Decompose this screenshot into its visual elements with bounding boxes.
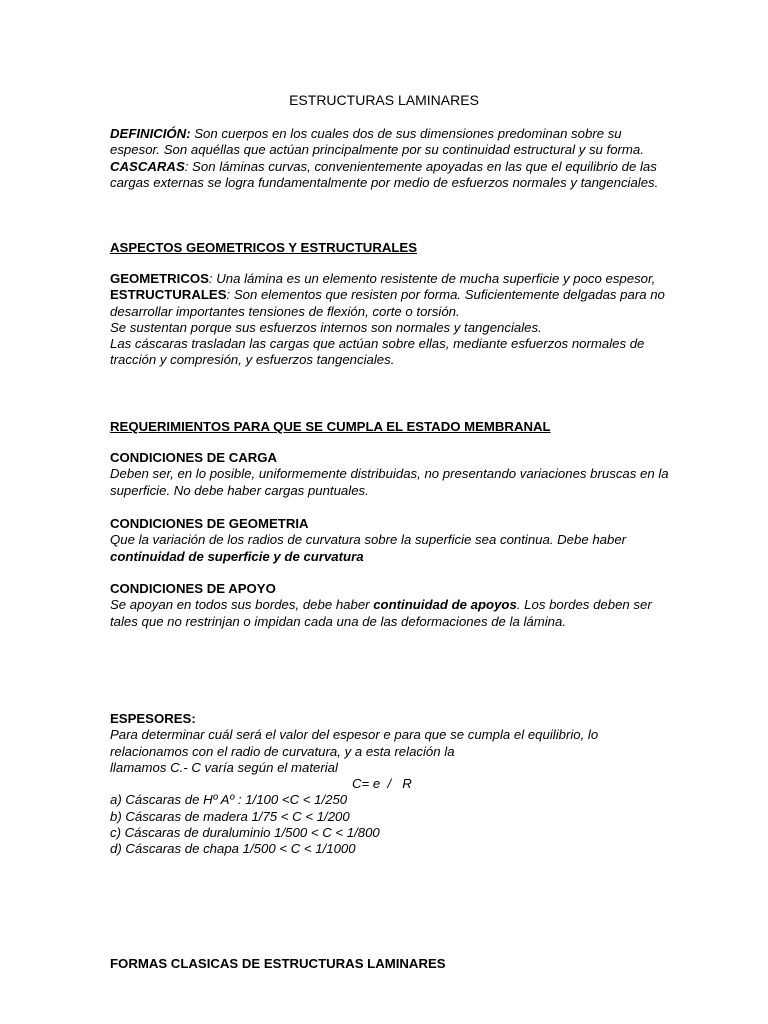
formas-section — [110, 956, 670, 972]
aspectos-body — [110, 271, 670, 369]
espesores-line-2: relacionamos con el radio de curvatura, y a esta relación la — [110, 743, 455, 759]
espesores-heading: ESPESORES: — [110, 711, 196, 726]
cascaras-label: CASCARAS — [110, 158, 185, 174]
sustentan-line: Se sustentan porque sus esfuerzos internos son normales y tangenciales. — [110, 319, 542, 335]
formas-heading: FORMAS CLASICAS DE ESTRUCTURAS LAMINARES — [110, 956, 446, 971]
espesores-formula: C= e / R — [352, 776, 412, 792]
espesores-section — [110, 711, 670, 858]
aspectos-heading: ASPECTOS GEOMETRICOS Y ESTRUCTURALES — [110, 240, 418, 255]
document-title: ESTRUCTURAS LAMINARES — [289, 92, 479, 108]
definicion-paragraph — [110, 126, 670, 159]
apoyo-section — [110, 581, 670, 630]
geometria-section — [110, 516, 670, 565]
apoyo-paragraph — [110, 597, 670, 630]
carga-section — [110, 450, 670, 499]
geometria-text: Que la variación de los radios de curvatura sobre la superficie sea continua. Debe haber — [110, 532, 627, 548]
carga-text: Deben ser, en lo posible, uniformemente distribuidas, no presentando variaciones bruscas en la superficie. No debe haber cargas puntuales. — [110, 466, 669, 498]
requerimientos-section — [110, 419, 670, 435]
espesores-item: b) Cáscaras de madera 1/75 < C < 1/200 — [110, 808, 350, 824]
espesores-item: d) Cáscaras de chapa 1/500 < C < 1/1000 — [110, 841, 356, 857]
espesores-line-1: Para determinar cuál será el valor del espesor e para que se cumpla el equilibrio, lo — [110, 727, 599, 743]
espesores-line-3: llamamos C.- C varía según el material — [110, 759, 338, 775]
apoyo-bold: continuidad de apoyos — [373, 597, 517, 613]
geometria-paragraph — [110, 532, 670, 565]
espesores-item: a) Cáscaras de Hº Aº : 1/100 <C < 1/250 — [110, 792, 348, 808]
espesores-item: c) Cáscaras de duraluminio 1/500 < C < 1/800 — [110, 825, 380, 841]
trasladan-line: Las cáscaras trasladan las cargas que actúan sobre ellas, mediante esfuerzos normales de tracción y compresión, y esfuerzos tangenciales. — [110, 336, 645, 368]
intro-section — [110, 126, 670, 191]
definicion-label: DEFINICIÓN: — [110, 126, 191, 141]
cascaras-paragraph — [110, 159, 670, 192]
geometria-bold: continuidad de superficie y de curvatura — [110, 548, 364, 564]
definicion-text: Son cuerpos en los cuales dos de sus dimensiones predominan sobre su espesor. Son aquéllas que actúan principalmente por su continuidad estructural y su forma. — [110, 126, 644, 158]
geometria-heading: CONDICIONES DE GEOMETRIA — [110, 516, 309, 531]
apoyo-text-b: . Los bordes deben ser tales que no restrinjan o impidan cada una de las deformaciones de la lámina. — [110, 597, 652, 629]
apoyo-heading: CONDICIONES DE APOYO — [110, 581, 276, 596]
geometricos-label: GEOMETRICOS — [110, 271, 209, 286]
estructurales-label: ESTRUCTURALES — [110, 287, 227, 303]
geometricos-text: : Una lámina es un elemento resistente de mucha superficie y poco espesor, — [208, 271, 656, 286]
aspectos-section — [110, 240, 670, 256]
apoyo-text-a: Se apoyan en todos sus bordes, debe haber — [110, 597, 374, 613]
geometricos-paragraph — [110, 271, 670, 287]
cascaras-text: : Son láminas curvas, convenientemente apoyadas en las que el equilibrio de las cargas externas se logra fundamentalmente por medio de esfuerzos normales y tangenciales. — [110, 158, 659, 190]
carga-heading: CONDICIONES DE CARGA — [110, 450, 278, 465]
estructurales-paragraph — [110, 287, 670, 320]
estructurales-text: : Son elementos que resisten por forma. Suficientemente delgadas para no desarrollar importantes tensiones de flexión, corte o torsión. — [110, 287, 665, 319]
requerimientos-heading: REQUERIMIENTOS PARA QUE SE CUMPLA EL ESTADO MEMBRANAL — [110, 419, 551, 434]
